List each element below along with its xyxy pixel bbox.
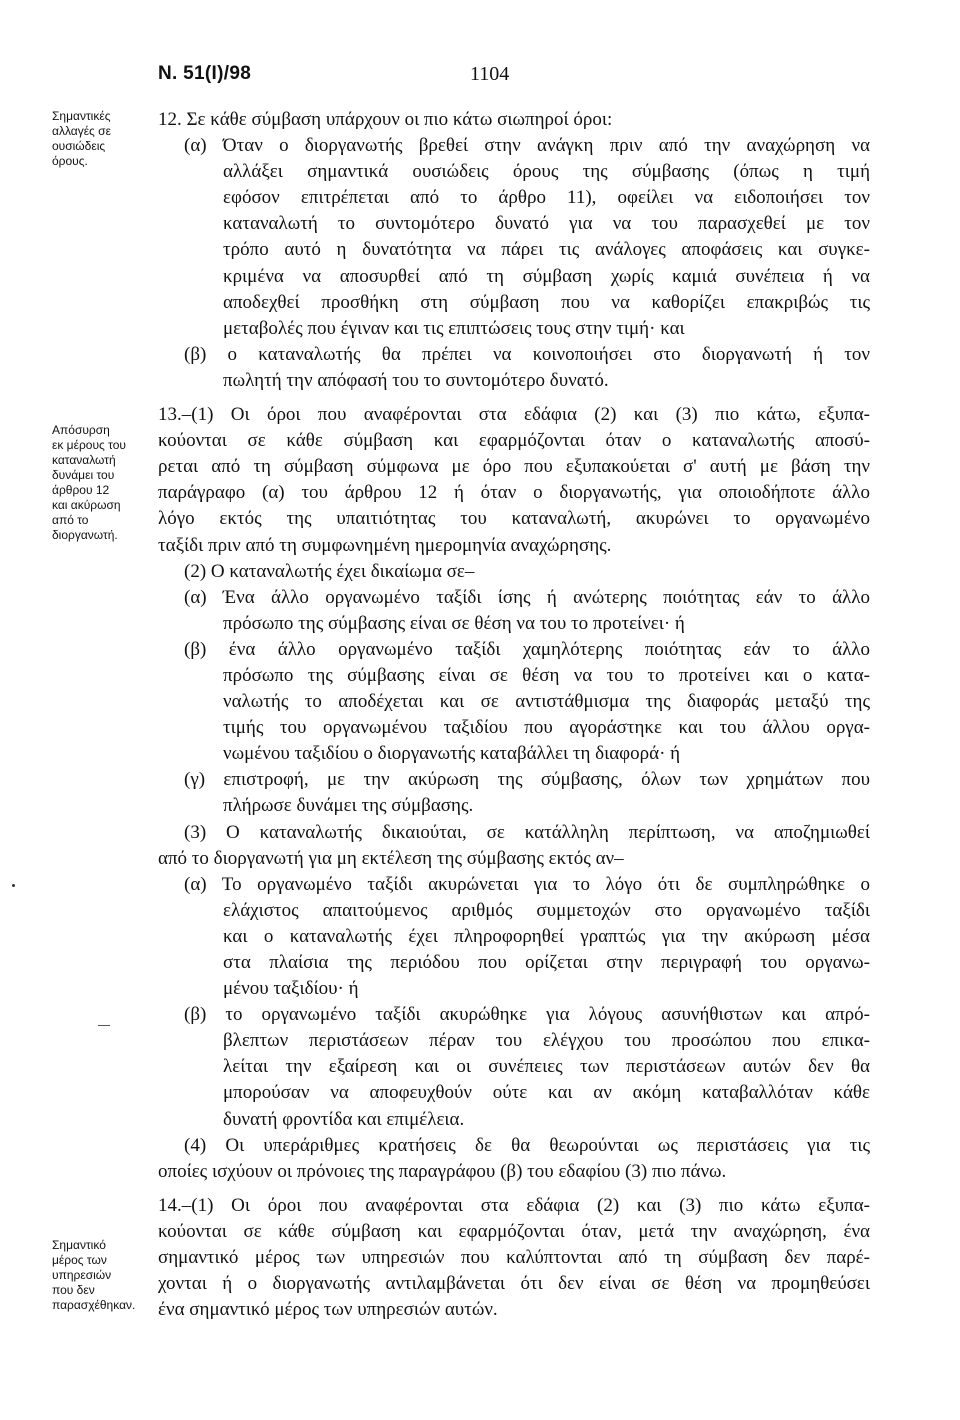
text-line: (2) Ο καταναλωτής έχει δικαίωμα σε– [184, 560, 475, 582]
text-line: τιμής του οργανωμένου ταξιδίου που αγοράστηκε και του άλλου οργα- [223, 717, 870, 739]
text-line: μπορούσαν να αποφευχθούν ούτε και αν ακόμη καταβαλλόταν κάθε [223, 1082, 870, 1104]
text-line: πρόσωπο της σύμβασης είναι σε θέση να του το προτείνει και ο κατα- [223, 664, 870, 686]
text-line: κριμένα να αποσυρθεί από τη σύμβαση χωρίς καμιά συνέπεια ή να [223, 265, 870, 287]
text-line: τρόπο αυτό η δυνατότητα να πάρει τις ανάλογες αποφάσεις και συγκε- [223, 239, 870, 261]
text-line: (β) ένα άλλο οργανωμένο ταξίδι χαμηλότερης ποιότητας εάν το άλλο [184, 638, 870, 660]
page-number: 1104 [470, 63, 510, 85]
text-line: (4) Οι υπεράριθμες κρατήσεις δε θα θεωρούνται ως περιστάσεις για τις [184, 1134, 870, 1156]
text-line: αλλάξει σημαντικά ουσιώδεις όρους της σύμβασης (όπως η τιμή [223, 161, 870, 183]
text-line: (β) ο καταναλωτής θα πρέπει να κοινοποιήσει στο διοργανωτή ή τον [184, 343, 870, 365]
text-line: και ο καταναλωτής έχει πληροφορηθεί γραπτώς για την ακύρωση μέσα [223, 925, 870, 947]
margin-note-line: καταναλωτή [52, 453, 116, 467]
text-line: (α) Ένα άλλο οργανωμένο ταξίδι ίσης ή ανώτερης ποιότητας εάν το άλλο [184, 586, 870, 608]
margin-note-line: ουσιώδεις [52, 139, 106, 153]
text-line: μένου ταξιδίου· ή [223, 978, 359, 1000]
text-line: πλήρωσε δυνάμει της σύμβασης. [223, 795, 474, 817]
section-14-heading: 14.–(1) Οι όροι που αναφέρονται στα εδάφια (2) και (3) πιο κάτω εξυπα- [158, 1194, 870, 1216]
text-line: βλεπτων περιστάσεων πέραν του ελέγχου του προσώπου που επικα- [223, 1030, 870, 1052]
text-line: σημαντικό μέρος των υπηρεσιών που καλύπτονται από τη σύμβαση δεν παρέ- [158, 1247, 870, 1269]
text-line: πωλητή την απόφασή του το συντομότερο δυνατό. [223, 369, 609, 391]
text-line: στα πλαίσια της περιόδου που ορίζεται στην περιγραφή του οργανω- [223, 952, 870, 973]
margin-note-line: Σημαντικές [52, 109, 111, 123]
text-line: οποίες ισχύουν οι πρόνοιες της παραγράφου (β) του εδαφίου (3) πιο πάνω. [158, 1160, 727, 1182]
law-number: Ν. 51(I)/98 [158, 63, 252, 84]
text-line: εφόσον επιτρέπεται από το άρθρο 11), οφείλει να ειδοποιήσει τον [223, 187, 870, 209]
text-line: λόγο εκτός της υπαιτιότητας του καταναλωτή, ακυρώνει το οργανωμένο [158, 508, 870, 530]
margin-note-line: διοργανωτή. [52, 528, 118, 542]
text-line: (α) Όταν ο διοργανωτής βρεθεί στην ανάγκη πριν από την αναχώρηση να [184, 135, 870, 157]
scan-speck [12, 884, 15, 887]
section-13-heading: 13.–(1) Οι όροι που αναφέρονται στα εδάφια (2) και (3) πιο κάτω, εξυπα- [158, 404, 870, 426]
text-line: αποδεχθεί προσθήκη στη σύμβαση που να καθορίζει επακριβώς τις [223, 291, 870, 313]
margin-note-withdrawal [52, 423, 148, 543]
text-line: ταξίδι πριν από τη συμφωνημένη ημερομηνία αναχώρησης. [158, 534, 612, 556]
margin-note-line: υπηρεσιών [52, 1268, 112, 1282]
text-line: λείται την εξαίρεση και οι συνέπειες των περιστάσεων αυτών δεν θα [223, 1056, 870, 1078]
text-line: (α) Το οργανωμένο ταξίδι ακυρώνεται για το λόγο ότι δε συμπληρώθηκε ο [184, 873, 870, 895]
text-line: μεταβολές που έγιναν και τις επιπτώσεις τους στην τιμή· και [223, 317, 685, 339]
text-line: παράγραφο (α) του άρθρου 12 ή όταν ο διοργανωτής, για οποιοδήποτε άλλο [158, 482, 870, 504]
margin-note-line: Απόσυρση [52, 423, 110, 437]
margin-note-line: εκ μέρους του [52, 438, 126, 452]
margin-note-significant-changes [52, 109, 148, 169]
text-line: από το διοργανωτή για μη εκτέλεση της σύμβασης εκτός αν– [158, 847, 624, 869]
text-line: (β) το οργανωμένο ταξίδι ακυρώθηκε για λόγους ασυνήθιστων και απρό- [184, 1004, 870, 1026]
margin-note-line: από το [52, 513, 89, 527]
margin-note-line: που δεν [52, 1283, 95, 1297]
margin-note-line: Σημαντικό [52, 1238, 106, 1252]
text-line: καταναλωτή το συντομότερο δυνατό για να του παρασχεθεί με τον [223, 213, 870, 235]
margin-note-line: παρασχέθηκαν. [52, 1298, 136, 1312]
margin-note-line: όρους. [52, 154, 88, 168]
body-text [158, 107, 870, 1323]
text-line: κούονται σε κάθε σύμβαση και εφαρμόζονται όταν, μετά την αναχώρηση, ένα [158, 1220, 870, 1242]
margin-note-line: και ακύρωση [52, 498, 121, 512]
text-line: ελάχιστος απαιτούμενος αριθμός συμμετοχών στο οργανωμένο ταξίδι [223, 899, 870, 921]
text-line: ναλωτής το αποδέχεται και σε αντιστάθμισμα της διαφοράς μεταξύ της [223, 691, 870, 713]
text-line: πρόσωπο της σύμβασης είναι σε θέση να του το προτείνει· ή [223, 612, 685, 634]
text-line: ένα σημαντικό μέρος των υπηρεσιών αυτών. [158, 1299, 498, 1321]
margin-note-line: αλλαγές σε [52, 124, 111, 138]
text-line: (3) Ο καταναλωτής δικαιούται, σε κατάλληλη περίπτωση, να αποζημιωθεί [184, 821, 870, 843]
text-line: νωμένου ταξιδίου ο διοργανωτής καταβάλλει τη διαφορά· ή [223, 743, 681, 765]
margin-note-line: δυνάμει του [52, 468, 115, 482]
margin-note-line: μέρος των [52, 1253, 107, 1267]
margin-note-significant-part [52, 1238, 148, 1313]
text-line: δυνατή φροντίδα και επιμέλεια. [223, 1108, 465, 1130]
text-line: ρεται από τη σύμβαση σύμφωνα με όρο που εξυπακούεται σ' αυτή με βάση την [158, 456, 870, 478]
scan-mark [98, 1025, 110, 1026]
text-line: κούονται σε κάθε σύμβαση και εφαρμόζονται όταν ο καταναλωτής αποσύ- [158, 430, 870, 452]
margin-note-line: άρθρου 12 [52, 483, 110, 497]
text-line: (γ) επιστροφή, με την ακύρωση της σύμβασης, όλων των χρημάτων που [184, 769, 870, 791]
text-line: χονται ή ο διοργανωτής αντιλαμβάνεται ότι δεν είναι σε θέση να προμηθεύσει [158, 1273, 870, 1295]
section-12-heading: 12. Σε κάθε σύμβαση υπάρχουν οι πιο κάτω σιωπηροί όροι: [158, 109, 613, 130]
